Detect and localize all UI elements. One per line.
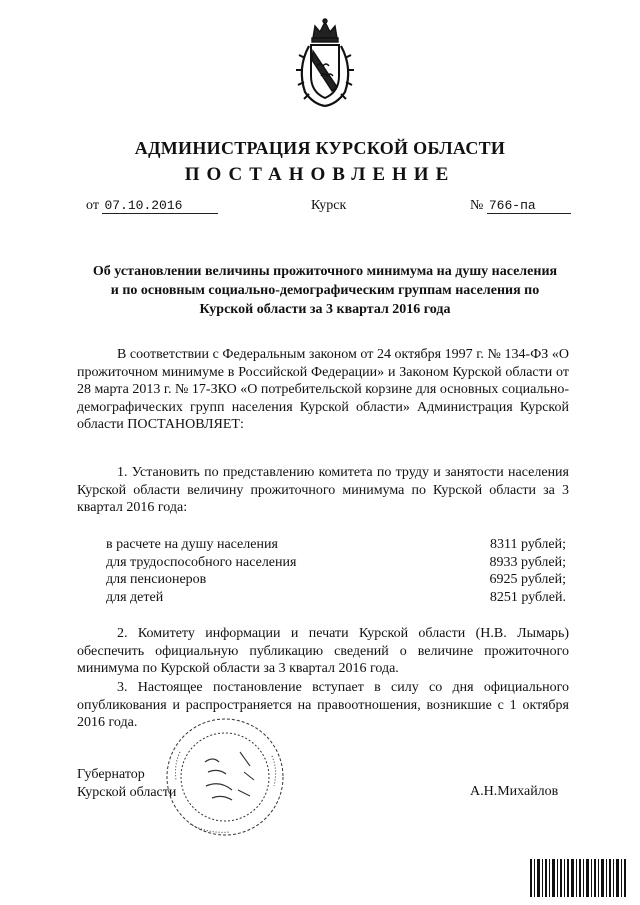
- clause-3: [77, 679, 569, 732]
- rate-amount: 6925 рублей;: [489, 572, 566, 587]
- number-prefix: №: [470, 198, 484, 213]
- document-subject: Об установлении величины прожиточного минимума на душу населения и по основным социально-демографическим группам населения по Курской области за 3 квартал 2016 года: [92, 264, 558, 317]
- rate-amount: 8311 рублей;: [490, 537, 566, 552]
- document-type-title: ПОСТАНОВЛЕНИЕ: [184, 164, 456, 185]
- clause-1-text: 1. Установить по представлению комитета по труду и занятости населения Курской области величину прожиточного минимума по Курской области за 3 квартал 2016 года:: [77, 465, 569, 515]
- document-city: Курск: [311, 198, 347, 213]
- intro-paragraph: [77, 346, 569, 434]
- date-value: 07.10.2016: [102, 198, 218, 214]
- rate-group: для пенсионеров: [106, 572, 207, 587]
- clause-1: [77, 464, 569, 517]
- rate-amount: 8251 рублей.: [489, 589, 566, 605]
- signer-name: А.Н.Михайлов: [470, 784, 559, 799]
- barcode-icon: [530, 859, 628, 897]
- rate-amount: 8933 рублей;: [489, 554, 566, 570]
- rate-row: [106, 554, 566, 572]
- document-number: [470, 198, 571, 214]
- number-value: 766-па: [487, 198, 571, 214]
- date-prefix: от: [86, 198, 99, 213]
- rate-group: для трудоспособного населения: [106, 554, 297, 570]
- clause-2-text: 2. Комитету информации и печати Курской области (Н.В. Лымарь) обеспечить официальную публикацию сведений о величине прожиточного минимума по Курской области за 3 квартал 2016 года.: [77, 626, 569, 676]
- signer-title-line-2: Курской области: [77, 785, 177, 800]
- rate-group: в расчете на душу населения: [106, 537, 278, 552]
- signer-title: [77, 766, 176, 802]
- rate-row: [106, 571, 566, 589]
- organization-title: АДМИНИСТРАЦИЯ КУРСКОЙ ОБЛАСТИ: [134, 138, 506, 158]
- signer-title-line-1: Губернатор: [77, 767, 145, 782]
- document-date: [86, 198, 218, 214]
- coat-of-arms-icon: [291, 18, 359, 110]
- rate-row: [106, 536, 566, 554]
- rate-group: для детей: [106, 589, 164, 605]
- clause-2: [77, 625, 569, 678]
- intro-text: В соответствии с Федеральным законом от 24 октября 1997 г. № 134-ФЗ «О прожиточном минимуме в Российской Федерации» и Законом Курской области от 28 марта 2013 г. № 17-ЗКО «О потребительской корзине для основных социально-демографических групп населения Курской области» Администрация Курской области ПОСТАНОВЛЯЕТ:: [77, 347, 569, 432]
- rate-row: [106, 589, 566, 607]
- rates-list: [106, 536, 566, 606]
- clause-3-text: 3. Настоящее постановление вступает в силу со дня официального опубликования и распространяется на правоотношения, возникшие с 1 октября 2016 года.: [77, 680, 569, 730]
- official-stamp-icon: [160, 712, 290, 842]
